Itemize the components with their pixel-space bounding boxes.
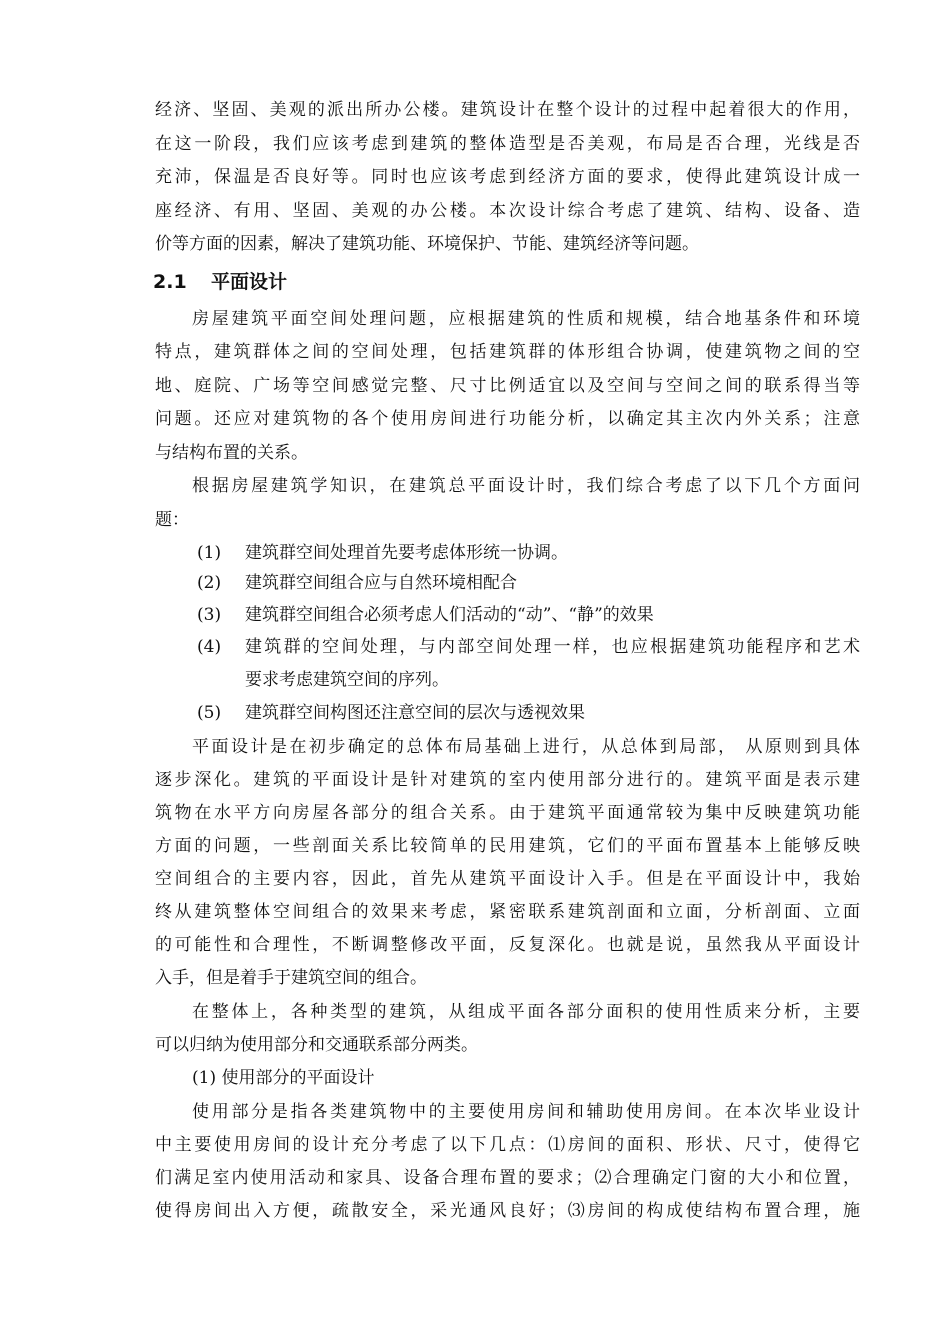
list-item-number: (3) bbox=[197, 605, 222, 625]
paragraph-line: 使用部分是指各类建筑物中的主要使用房间和辅助使用房间。在本次毕业设计 bbox=[192, 1102, 860, 1122]
list-item: 建筑群空间处理首先要考虑体形统一协调。 bbox=[245, 543, 568, 563]
paragraph-line: 根据房屋建筑学知识，在建筑总平面设计时，我们综合考虑了以下几个方面问 bbox=[192, 476, 860, 496]
list-item-number: (5) bbox=[197, 703, 222, 723]
paragraph-line: 题： bbox=[155, 510, 189, 530]
paragraph-line: 中主要使用房间的设计充分考虑了以下几点：⑴房间的面积、形状、尺寸，使得它 bbox=[155, 1135, 860, 1155]
paragraph-line: 房屋建筑平面空间处理问题，应根据建筑的性质和规模，结合地基条件和环境 bbox=[192, 309, 860, 329]
paragraph-line: 筑物在水平方向房屋各部分的组合关系。由于建筑平面通常较为集中反映建筑功能 bbox=[155, 803, 860, 823]
intro-line: 价等方面的因素，解决了建筑功能、环境保护、节能、建筑经济等问题。 bbox=[155, 234, 699, 254]
list-item-number: (2) bbox=[197, 573, 222, 593]
list-item: 建筑群空间组合必须考虑人们活动的“动”、“静”的效果 bbox=[245, 605, 654, 625]
paragraph-line: 空间组合的主要内容，因此，首先从建筑平面设计入手。但是在平面设计中，我始 bbox=[155, 869, 860, 889]
paragraph-line: 终从建筑整体空间组合的效果来考虑，紧密联系建筑剖面和立面，分析剖面、立面 bbox=[155, 902, 860, 922]
intro-line: 经济、坚固、美观的派出所办公楼。建筑设计在整个设计的过程中起着很大的作用， bbox=[155, 100, 860, 120]
paragraph-line: 方面的问题，一些剖面关系比较简单的民用建筑，它们的平面布置基本上能够反映 bbox=[155, 836, 860, 856]
paragraph-line: 入手，但是着手于建筑空间的组合。 bbox=[155, 968, 427, 988]
list-item-number: (4) bbox=[197, 637, 222, 657]
intro-line: 在这一阶段，我们应该考虑到建筑的整体造型是否美观，布局是否合理，光线是否 bbox=[155, 134, 860, 154]
section-heading bbox=[153, 265, 287, 299]
list-item-continuation: 要求考虑建筑空间的序列。 bbox=[245, 670, 449, 690]
paragraph-line: 使得房间出入方便，疏散安全，采光通风良好；⑶房间的构成使结构布置合理，施 bbox=[155, 1201, 860, 1221]
paragraph-line: 平面设计是在初步确定的总体布局基础上进行，从总体到局部， 从原则到具体 bbox=[192, 737, 860, 757]
paragraph-line: 特点，建筑群体之间的空间处理，包括建筑群的体形组合协调，使建筑物之间的空 bbox=[155, 342, 860, 362]
section-number: 2.1 bbox=[153, 271, 187, 293]
intro-line: 座经济、有用、坚固、美观的办公楼。本次设计综合考虑了建筑、结构、设备、造 bbox=[155, 201, 860, 221]
paragraph-line: 与结构布置的关系。 bbox=[155, 443, 308, 463]
paragraph-line: 逐步深化。建筑的平面设计是针对建筑的室内使用部分进行的。建筑平面是表示建 bbox=[155, 770, 860, 790]
paragraph-line: 在整体上，各种类型的建筑，从组成平面各部分面积的使用性质来分析，主要 bbox=[192, 1002, 860, 1022]
paragraph-line: 们满足室内使用活动和家具、设备合理布置的要求；⑵合理确定门窗的大小和位置， bbox=[155, 1168, 860, 1188]
subheading: (1) 使用部分的平面设计 bbox=[192, 1068, 375, 1088]
list-item: 建筑群空间组合应与自然环境相配合 bbox=[245, 573, 517, 593]
list-item-number: (1) bbox=[197, 543, 222, 563]
paragraph-line: 的可能性和合理性，不断调整修改平面，反复深化。也就是说，虽然我从平面设计 bbox=[155, 935, 860, 955]
list-item: 建筑群的空间处理，与内部空间处理一样，也应根据建筑功能程序和艺术 bbox=[245, 637, 860, 657]
paragraph-line: 地、庭院、广场等空间感觉完整、尺寸比例适宜以及空间与空间之间的联系得当等 bbox=[155, 376, 860, 396]
list-item: 建筑群空间构图还注意空间的层次与透视效果 bbox=[245, 703, 585, 723]
paragraph-line: 可以归纳为使用部分和交通联系部分两类。 bbox=[155, 1035, 478, 1055]
intro-line: 充沛，保温是否良好等。同时也应该考虑到经济方面的要求，使得此建筑设计成一 bbox=[155, 167, 860, 187]
paragraph-line: 问题。还应对建筑物的各个使用房间进行功能分析，以确定其主次内外关系；注意 bbox=[155, 409, 860, 429]
section-title: 平面设计 bbox=[211, 271, 288, 293]
